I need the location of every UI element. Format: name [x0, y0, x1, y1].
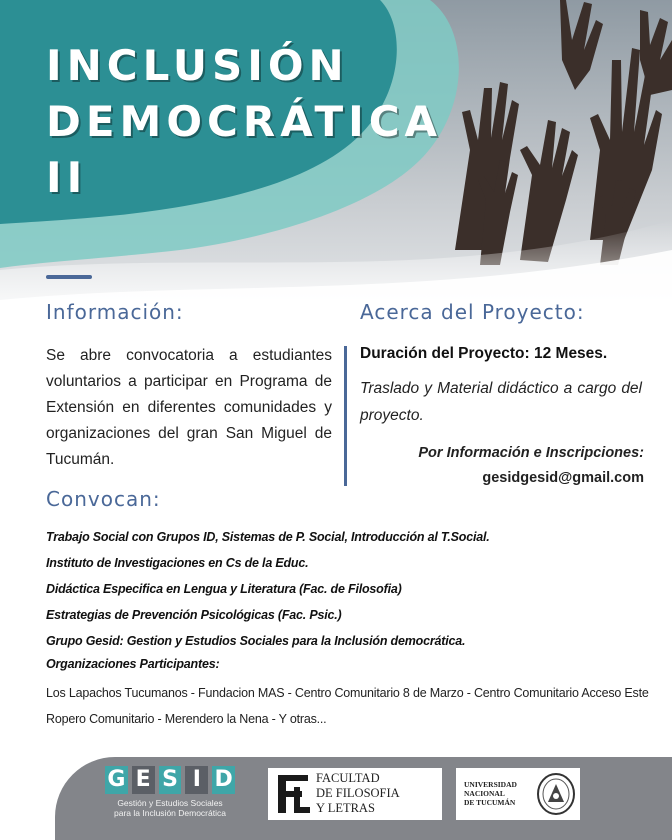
- list-item: Grupo Gesid: Gestion y Estudios Sociales para la Inclusión democrática.: [46, 634, 466, 648]
- gesid-letter: D: [212, 766, 235, 794]
- list-item: Estrategias de Prevención Psicológicas (Fac. Psic.): [46, 608, 342, 622]
- project-note: Traslado y Material didáctico a cargo del proyecto.: [360, 380, 642, 424]
- unt-line-2: NACIONAL: [464, 789, 505, 798]
- info-body: Se abre convocatoria a estudiantes voluntarios a participar en Programa de Extensión en diferentes comunidades y organizaciones del gran San Miguel de Tucumán.: [46, 347, 332, 468]
- unt-logo: [456, 768, 580, 820]
- title-line-2: DEMOCRÁTICA: [46, 97, 443, 146]
- convocan-list: [46, 526, 490, 656]
- filosofia-line-1: FACULTAD: [316, 771, 380, 785]
- accent-bar: [46, 275, 92, 279]
- unt-line-1: UNIVERSIDAD: [464, 780, 517, 789]
- list-item: Instituto de Investigaciones en Cs de la Educ.: [46, 556, 309, 570]
- contact-email-link[interactable]: gesidgesid@gmail.com: [482, 470, 644, 486]
- vertical-divider: [344, 346, 347, 486]
- gesid-letter: I: [185, 766, 208, 794]
- gesid-logo: [105, 766, 235, 828]
- convocan-heading: Convocan:: [46, 487, 161, 511]
- title-line-3: II: [46, 153, 88, 202]
- filosofia-name: [316, 771, 400, 816]
- gesid-wordmark: [105, 766, 235, 794]
- filosofia-line-2: DE FILOSOFIA: [316, 786, 400, 800]
- organizations-title: Organizaciones Participantes:: [46, 657, 220, 671]
- university-seal-icon: [536, 772, 576, 816]
- contact-label: Por Información e Inscripciones:: [418, 445, 644, 461]
- list-item: Trabajo Social con Grupos ID, Sistemas de P. Social, Introducción al T.Social.: [46, 530, 490, 544]
- ffyl-monogram-icon: [274, 773, 312, 815]
- info-heading: Información:: [46, 300, 184, 324]
- list-item: Didáctica Especifica en Lengua y Literatura (Fac. de Filosofia): [46, 582, 402, 596]
- gesid-tagline-2: para la Inclusión Democrática: [114, 808, 226, 818]
- gesid-tagline: [105, 798, 235, 818]
- unt-name: [464, 780, 517, 807]
- unt-line-3: DE TUCUMÁN: [464, 798, 516, 807]
- project-duration: Duración del Proyecto: 12 Meses.: [360, 345, 608, 362]
- gesid-letter: S: [159, 766, 182, 794]
- gesid-letter: E: [132, 766, 155, 794]
- gesid-tagline-1: Gestión y Estudios Sociales: [117, 798, 223, 808]
- title-line-1: INCLUSIÓN: [46, 41, 349, 90]
- page-title: [46, 38, 442, 206]
- organizations-text: Los Lapachos Tucumanos - Fundacion MAS - Centro Comunitario 8 de Marzo - Centro Comunitario Acceso Este Ropero Comunitario - Merendero la Nena - Y otras...: [46, 686, 649, 726]
- acerca-heading: Acerca del Proyecto:: [360, 300, 585, 324]
- filosofia-line-3: Y LETRAS: [316, 801, 375, 815]
- filosofia-logo: [268, 768, 442, 820]
- gesid-letter: G: [105, 766, 128, 794]
